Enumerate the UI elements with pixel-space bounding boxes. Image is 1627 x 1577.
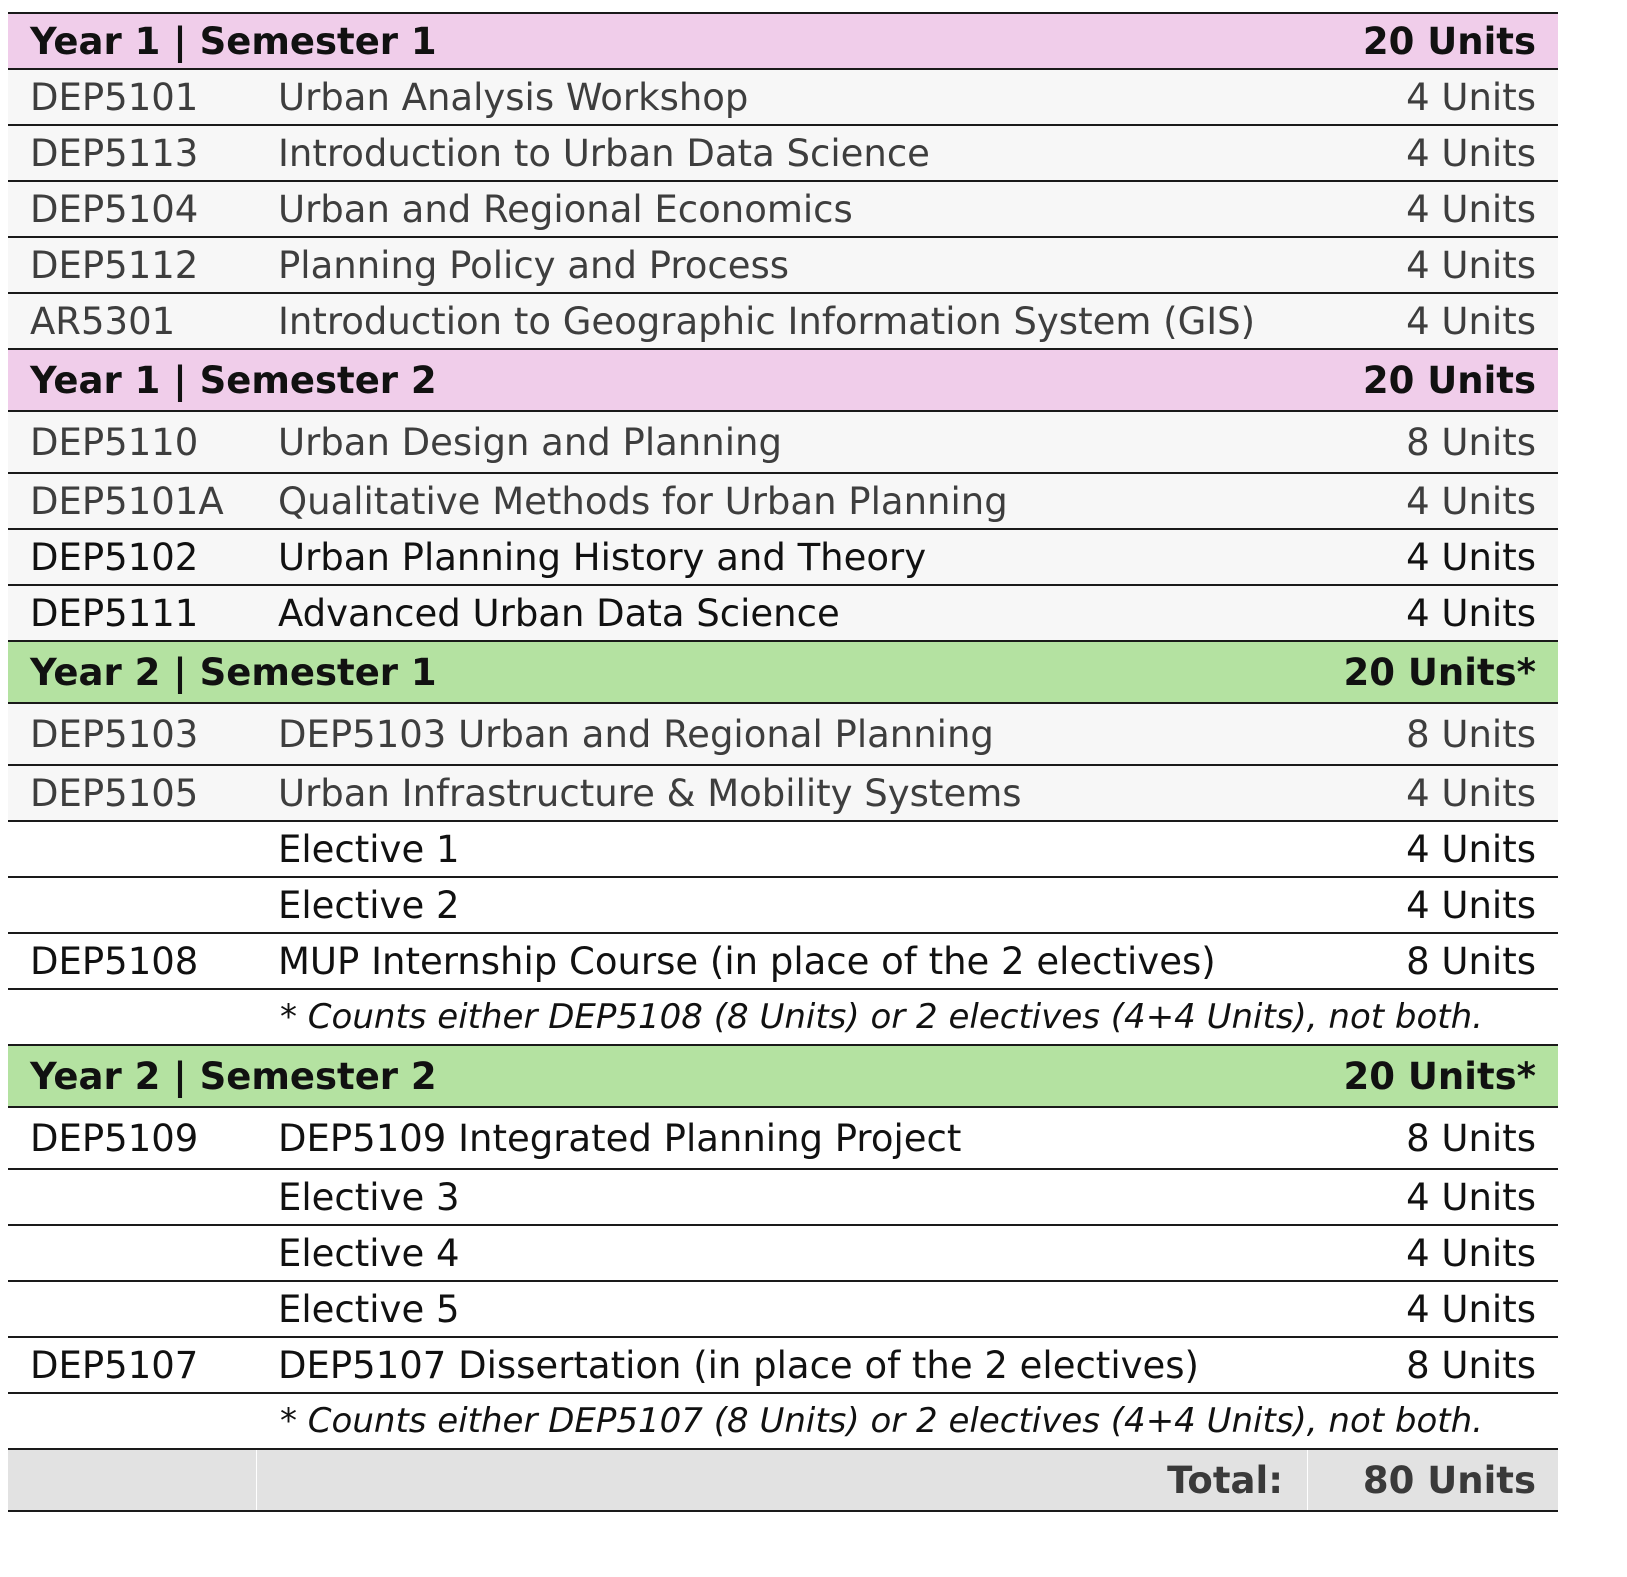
course-code: DEP5111 xyxy=(30,591,199,635)
course-title: Urban Infrastructure & Mobility Systems xyxy=(278,771,1022,815)
course-code: DEP5112 xyxy=(30,243,199,287)
course-units: 8 Units xyxy=(1406,1343,1536,1387)
section-label: Year 2 | Semester 2 xyxy=(30,1054,437,1098)
curriculum-table xyxy=(8,12,1558,1512)
section-units: 20 Units* xyxy=(1343,1054,1536,1098)
total-label xyxy=(1078,1450,1308,1510)
course-title: Planning Policy and Process xyxy=(278,243,790,287)
course-code: DEP5102 xyxy=(30,535,199,579)
course-title: Elective 5 xyxy=(278,1287,460,1331)
course-units: 4 Units xyxy=(1406,1287,1536,1331)
course-code: DEP5110 xyxy=(30,420,199,464)
course-code: DEP5101A xyxy=(30,479,224,523)
course-title: Urban Planning History and Theory xyxy=(278,535,927,579)
course-units: 4 Units xyxy=(1406,1231,1536,1275)
course-units: 4 Units xyxy=(1406,1175,1536,1219)
empty-cell xyxy=(257,1450,1078,1510)
course-title: MUP Internship Course (in place of the 2 electives) xyxy=(278,939,1216,983)
course-code: DEP5105 xyxy=(30,771,199,815)
table-row xyxy=(8,704,1558,766)
table-row xyxy=(8,1170,1558,1226)
table-row xyxy=(8,1108,1558,1170)
course-units: 8 Units xyxy=(1406,1116,1536,1160)
course-units: 4 Units xyxy=(1406,535,1536,579)
course-code: DEP5104 xyxy=(30,187,199,231)
table-row xyxy=(8,294,1558,350)
course-title: DEP5107 Dissertation (in place of the 2 electives) xyxy=(278,1343,1199,1387)
section-header-y1s1 xyxy=(8,14,1558,70)
footnote-row xyxy=(8,1394,1558,1450)
course-units: 4 Units xyxy=(1406,75,1536,119)
table-row xyxy=(8,182,1558,238)
course-title: Introduction to Geographic Information System (GIS) xyxy=(278,299,1256,343)
course-code: DEP5107 xyxy=(30,1343,199,1387)
table-row xyxy=(8,474,1558,530)
course-units: 4 Units xyxy=(1406,131,1536,175)
course-units: 4 Units xyxy=(1406,479,1536,523)
footnote-row xyxy=(8,990,1558,1046)
table-row xyxy=(8,878,1558,934)
course-title: Elective 4 xyxy=(278,1231,460,1275)
course-units: 4 Units xyxy=(1406,299,1536,343)
course-units: 4 Units xyxy=(1406,243,1536,287)
total-value: 80 Units xyxy=(1362,1458,1536,1502)
table-row xyxy=(8,1338,1558,1394)
section-label: Year 1 | Semester 1 xyxy=(30,19,437,63)
course-title: DEP5109 Integrated Planning Project xyxy=(278,1116,962,1160)
course-units: 4 Units xyxy=(1406,827,1536,871)
course-code: DEP5103 xyxy=(30,712,199,756)
table-row xyxy=(8,822,1558,878)
table-row xyxy=(8,586,1558,642)
section-label: Year 1 | Semester 2 xyxy=(30,358,437,402)
course-units: 8 Units xyxy=(1406,939,1536,983)
total-row xyxy=(8,1450,1558,1512)
table-row xyxy=(8,530,1558,586)
course-title: Urban and Regional Economics xyxy=(278,187,853,231)
course-units: 8 Units xyxy=(1406,420,1536,464)
course-code: DEP5101 xyxy=(30,75,199,119)
section-units: 20 Units* xyxy=(1343,650,1536,694)
course-units: 4 Units xyxy=(1406,187,1536,231)
total-cells xyxy=(8,1450,1558,1510)
section-header-y1s2 xyxy=(8,350,1558,412)
course-title: Elective 2 xyxy=(278,883,460,927)
table-row xyxy=(8,238,1558,294)
course-title: Introduction to Urban Data Science xyxy=(278,131,930,175)
course-title: DEP5103 Urban and Regional Planning xyxy=(278,712,994,756)
course-units: 8 Units xyxy=(1406,712,1536,756)
course-code: AR5301 xyxy=(30,299,176,343)
course-units: 4 Units xyxy=(1406,771,1536,815)
course-title: Urban Analysis Workshop xyxy=(278,75,749,119)
table-row xyxy=(8,70,1558,126)
section-units: 20 Units xyxy=(1362,358,1536,402)
course-units: 4 Units xyxy=(1406,591,1536,635)
table-row xyxy=(8,126,1558,182)
section-header-y2s1 xyxy=(8,642,1558,704)
table-row xyxy=(8,1226,1558,1282)
course-code: DEP5113 xyxy=(30,131,199,175)
course-title: Elective 1 xyxy=(278,827,460,871)
empty-cell xyxy=(8,1450,257,1510)
table-row xyxy=(8,934,1558,990)
footnote: * Counts either DEP5107 (8 Units) or 2 electives (4+4 Units), not both. xyxy=(280,1401,1483,1441)
table-row xyxy=(8,1282,1558,1338)
total-label-text: Total: xyxy=(1167,1458,1283,1502)
course-title: Qualitative Methods for Urban Planning xyxy=(278,479,1008,523)
section-label: Year 2 | Semester 1 xyxy=(30,650,437,694)
table-row xyxy=(8,412,1558,474)
section-units: 20 Units xyxy=(1362,19,1536,63)
course-code: DEP5109 xyxy=(30,1116,199,1160)
course-units: 4 Units xyxy=(1406,883,1536,927)
course-title: Urban Design and Planning xyxy=(278,420,782,464)
course-code: DEP5108 xyxy=(30,939,199,983)
footnote: * Counts either DEP5108 (8 Units) or 2 electives (4+4 Units), not both. xyxy=(280,997,1483,1037)
course-title: Advanced Urban Data Science xyxy=(278,591,840,635)
section-header-y2s2 xyxy=(8,1046,1558,1108)
course-title: Elective 3 xyxy=(278,1175,460,1219)
table-row xyxy=(8,766,1558,822)
